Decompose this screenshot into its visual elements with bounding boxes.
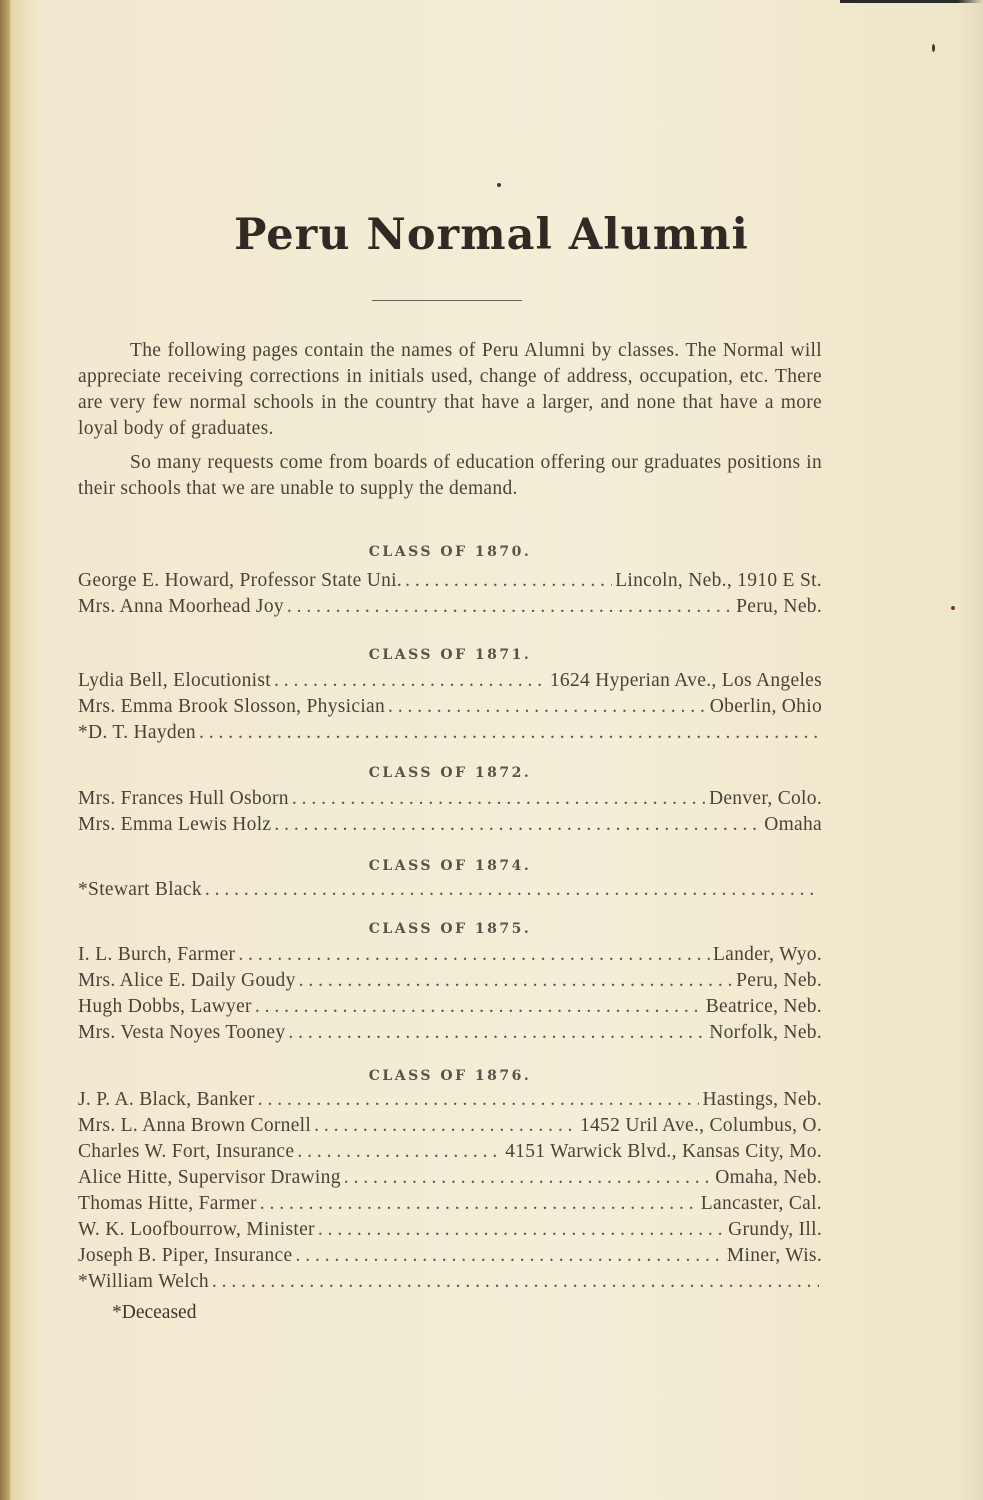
alumni-name: J. P. A. Black, Banker: [78, 1089, 255, 1110]
alumni-entry: [78, 996, 822, 1022]
leader-dots: [314, 1115, 577, 1137]
alumni-location: Lincoln, Neb., 1910 E St.: [615, 570, 822, 591]
alumni-location: 1624 Hyperian Ave., Los Angeles: [549, 670, 822, 691]
intro-text: [78, 338, 822, 510]
leader-dots: [258, 1089, 700, 1111]
class-heading: CLASS OF 1870.: [368, 544, 532, 560]
leader-dots: [274, 670, 547, 692]
alumni-location: Beatrice, Neb.: [705, 996, 822, 1017]
class-entries: [78, 879, 822, 905]
alumni-entry: [78, 670, 822, 696]
alumni-entry: [78, 788, 822, 814]
alumni-entry: [78, 1219, 822, 1245]
alumni-name: Mrs. L. Anna Brown Cornell: [78, 1115, 312, 1136]
page-title: Peru Normal Alumni: [234, 210, 749, 260]
alumni-location: Peru, Neb.: [736, 596, 822, 617]
alumni-name: *D. T. Hayden: [78, 722, 196, 743]
alumni-name: Lydia Bell, Elocutionist: [78, 670, 271, 691]
leader-dots: [388, 696, 707, 718]
leader-dots: [292, 788, 706, 810]
alumni-location: Peru, Neb.: [736, 970, 822, 991]
alumni-entry: [78, 1193, 822, 1219]
leader-dots: [205, 879, 819, 901]
class-heading: CLASS OF 1875.: [368, 921, 532, 937]
leader-dots: [212, 1271, 819, 1293]
alumni-location: Denver, Colo.: [708, 788, 822, 809]
alumni-location: Lancaster, Cal.: [700, 1193, 822, 1214]
alumni-entry: [78, 696, 822, 722]
alumni-location: Miner, Wis.: [726, 1245, 822, 1266]
class-heading: CLASS OF 1871.: [368, 647, 532, 663]
alumni-name: Mrs. Frances Hull Osborn: [78, 788, 289, 809]
alumni-name: I. L. Burch, Farmer: [78, 944, 236, 965]
alumni-entry: [78, 944, 822, 970]
class-entries: [78, 788, 822, 840]
alumni-name: Mrs. Emma Lewis Holz: [78, 814, 272, 835]
alumni-name: Mrs. Alice E. Daily Goudy: [78, 970, 296, 991]
intro-paragraph: The following pages contain the names of Peru Alumni by classes. The Normal will appreciate receiving corrections in initials used, change of address, occupation, etc. There are very few normal schools in the country that have a larger, and none that have a more loyal body of graduates.: [78, 340, 822, 439]
leader-dots: [238, 944, 710, 966]
leader-dots: [288, 1022, 706, 1044]
class-entries: [78, 944, 822, 1048]
alumni-name: Charles W. Fort, Insurance: [78, 1141, 295, 1162]
alumni-location: Omaha: [764, 814, 822, 835]
alumni-location: Oberlin, Ohio: [709, 696, 822, 717]
alumni-entry: [78, 596, 822, 622]
title-divider: [372, 300, 522, 301]
alumni-location: 1452 Uril Ave., Columbus, O.: [579, 1115, 822, 1136]
alumni-entry: [78, 1141, 822, 1167]
alumni-name: Alice Hitte, Supervisor Drawing: [78, 1167, 341, 1188]
alumni-name: Joseph B. Piper, Insurance: [78, 1245, 293, 1266]
alumni-name: *Stewart Black: [78, 879, 202, 900]
ink-speck: [932, 44, 935, 52]
leader-dots: [255, 996, 703, 1018]
leader-dots: [299, 970, 734, 992]
leader-dots: [295, 1245, 723, 1267]
alumni-entry: [78, 970, 822, 996]
alumni-name: Hugh Dobbs, Lawyer: [78, 996, 252, 1017]
ink-speck: [497, 183, 501, 187]
leader-dots: [297, 1141, 502, 1163]
alumni-entry: [78, 1245, 822, 1271]
class-entries: [78, 570, 822, 622]
alumni-entry: [78, 1271, 822, 1297]
alumni-name: George E. Howard, Professor State Uni.: [78, 570, 403, 591]
alumni-entry: [78, 814, 822, 840]
alumni-name: Mrs. Emma Brook Slosson, Physician: [78, 696, 386, 717]
alumni-entry: [78, 1089, 822, 1115]
alumni-location: Norfolk, Neb.: [709, 1022, 822, 1043]
leader-dots: [274, 814, 761, 836]
leader-dots: [287, 596, 733, 618]
leader-dots: [344, 1167, 713, 1189]
alumni-entry: [78, 879, 822, 905]
ink-speck: [951, 606, 955, 610]
alumni-location: 4151 Warwick Blvd., Kansas City, Mo.: [505, 1141, 822, 1162]
alumni-name: Mrs. Vesta Noyes Tooney: [78, 1022, 286, 1043]
alumni-location: Lander, Wyo.: [712, 944, 822, 965]
class-heading: CLASS OF 1876.: [368, 1068, 532, 1084]
class-entries: [78, 1089, 822, 1297]
alumni-location: Omaha, Neb.: [715, 1167, 822, 1188]
deceased-footnote: *Deceased: [112, 1302, 197, 1323]
alumni-entry: [78, 570, 822, 596]
class-heading: CLASS OF 1874.: [368, 858, 532, 874]
alumni-location: Hastings, Neb.: [702, 1089, 822, 1110]
alumni-name: *William Welch: [78, 1271, 209, 1292]
alumni-name: Mrs. Anna Moorhead Joy: [78, 596, 284, 617]
intro-paragraph: So many requests come from boards of education offering our graduates positions in their schools that we are unable to supply the demand.: [78, 452, 822, 499]
alumni-entry: [78, 1167, 822, 1193]
leader-dots: [405, 570, 612, 592]
alumni-entry: [78, 1022, 822, 1048]
alumni-entry: [78, 722, 822, 748]
alumni-name: Thomas Hitte, Farmer: [78, 1193, 257, 1214]
leader-dots: [260, 1193, 698, 1215]
alumni-name: W. K. Loofbourrow, Minister: [78, 1219, 315, 1240]
alumni-location: Grundy, Ill.: [728, 1219, 822, 1240]
class-entries: [78, 670, 822, 748]
leader-dots: [199, 722, 819, 744]
leader-dots: [318, 1219, 725, 1241]
class-heading: CLASS OF 1872.: [368, 765, 532, 781]
alumni-entry: [78, 1115, 822, 1141]
